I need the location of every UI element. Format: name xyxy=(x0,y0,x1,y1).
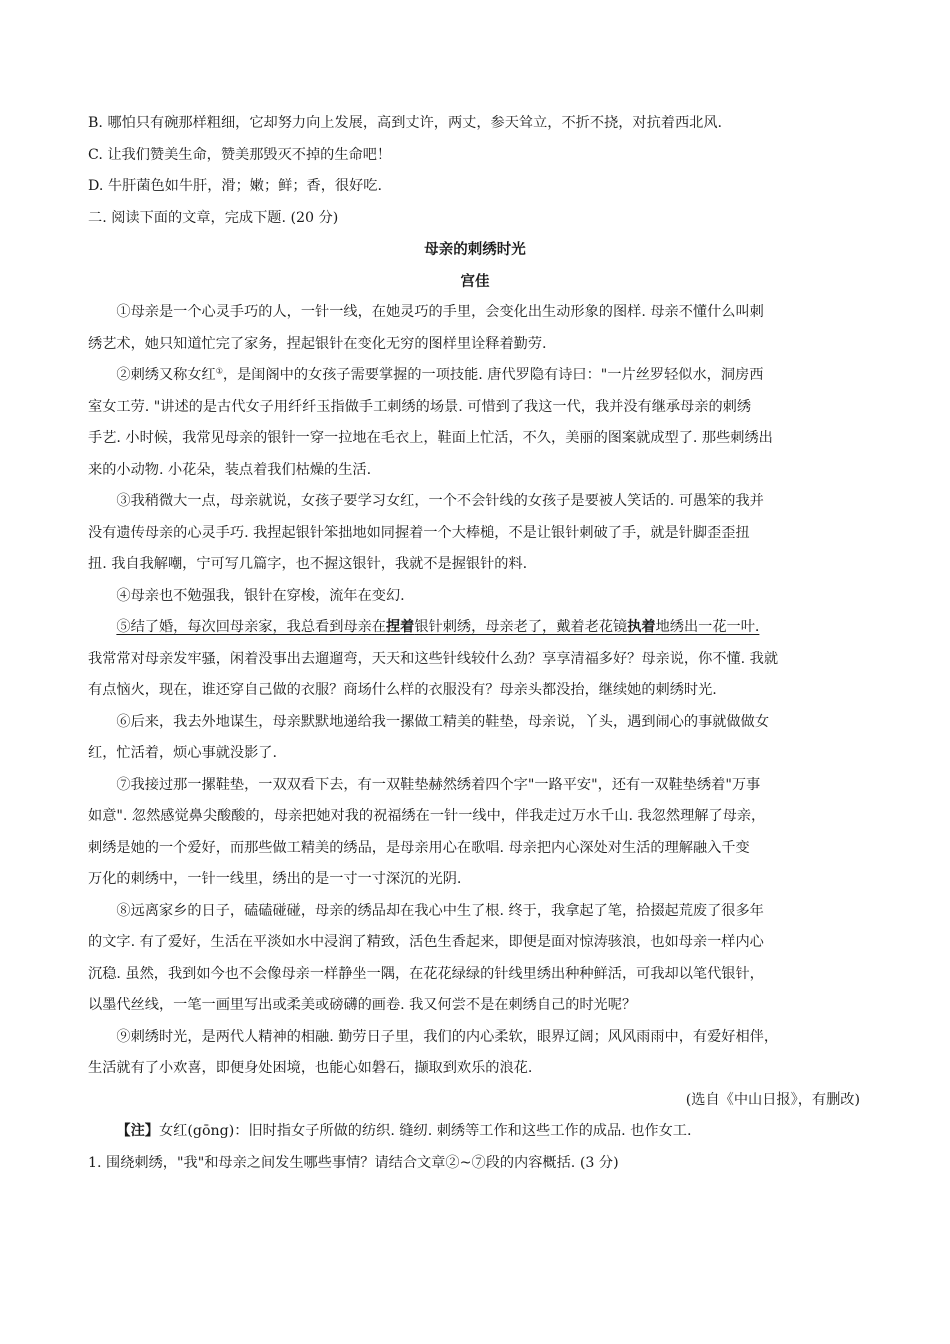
footnote: 【注】女红(gōng)：旧时指女子所做的纺织. 缝纫. 刺绣等工作和这些工作的成品. 也作女工. xyxy=(116,1123,692,1139)
option-b: B. 哪怕只有碗那样粗细，它却努力向上发展，高到丈许，两丈，参天耸立，不折不挠，对抗着西北风. xyxy=(88,115,723,131)
underlined-sentence: ⑤结了婚，每次回母亲家，我总看到母亲在捏着银针刺绣，母亲老了，戴着老花镜执着地绣出一花一叶. xyxy=(116,619,760,635)
paragraph-9: ⑨刺绣时光，是两代人精神的相融. 勤劳日子里，我们的内心柔软，眼界辽阔；风风雨雨中，有爱好相伴， 生活就有了小欢喜，即便身处困境，也能心如磐石，撷取到欢乐的浪花. xyxy=(88,1028,779,1076)
bold-word-nie-zhe: 捏着 xyxy=(385,619,415,635)
question-1: 1. 围绕刺绣，"我"和母亲之间发生哪些事情？请结合文章②~⑦段的内容概括. (3 分) xyxy=(88,1154,619,1171)
footnote-label: 【注】 xyxy=(116,1123,159,1139)
paragraph-2: ②刺绣又称女红①，是闺阁中的女孩子需要掌握的一项技能. 唐代罗隐有诗曰："一片丝罗轻似水，洞房西 室女工劳. "讲述的是古代女子用纤纤玉指做手工刺绣的场景. 可惜到了我这一代，我并没有继承母亲的刺绣 手艺. 小时候，我常见母亲的银针一穿一拉地在毛衣上，鞋面上忙活，不久，美丽的图案就成型了. 那些刺绣出 来的小动物. 小花朵，装点着我们枯燥的生活. xyxy=(88,366,773,478)
paragraph-5: ⑤结了婚，每次回母亲家，我总看到母亲在捏着银针刺绣，母亲老了，戴着老花镜执着地绣出一花一叶. 我常常对母亲发牢骚，闲着没事出去遛遛弯，天天和这些针线较什么劲？享享清福多好？母亲说，你不懂. 我就 有点恼火，现在，谁还穿自己做的衣服？商场什么样的衣服没有？母亲头都没抬，继续她的刺绣时光. xyxy=(88,612,862,707)
paragraph-8: ⑧远离家乡的日子，磕磕碰碰，母亲的绣品却在我心中生了根. 终于，我拿起了笔，拾掇起荒废了很多年 的文字. 有了爱好，生活在平淡如水中浸润了精致，活色生香起来，即便是面对惊涛骇浪，也如母亲一样内心 沉稳. 虽然，我到如今也不会像母亲一样静坐一隅，在花花绿绿的针线里绣出种种鲜活，可我却以笔代银针， 以墨代丝线，一笔一画里写出或柔美或磅礴的画卷. 我又何尝不是在刺绣自己的时光呢？ xyxy=(88,902,764,1013)
paragraph-3: ③我稍微大一点，母亲就说，女孩子要学习女红，一个不会针线的女孩子是要被人笑话的. 可愚笨的我并 没有遗传母亲的心灵手巧. 我捏起银针笨拙地如同握着一个大棒槌，不是让银针刺破了手，就是针脚歪歪扭 扭. 我自我解嘲，宁可写几篇字，也不握这银针，我就不是握银针的料. xyxy=(88,493,764,572)
paragraph-7: ⑦我接过那一摞鞋垫，一双双看下去，有一双鞋垫赫然绣着四个字"一路平安"，还有一双鞋垫绣着"万事 如意". 忽然感觉鼻尖酸酸的，母亲把她对我的祝福绣在一针一线中，伴我走过万水千山. 我忽然理解了母亲， 刺绣是她的一个爱好，而那些做工精美的绣品，是母亲用心在歌唱. 母亲把内心深处对生活的理解融入千变 万化的刺绣中，一针一线里，绣出的是一寸一寸深沉的光阴. xyxy=(88,776,766,887)
document-page xyxy=(88,108,862,1179)
footnote-marker: ① xyxy=(215,366,223,376)
paragraph-1: ①母亲是一个心灵手巧的人，一针一线，在她灵巧的手里，会变化出生动形象的图样. 母亲不懂什么叫刺 绣艺术，她只知道忙完了家务，捏起银针在变化无穷的图样里诠释着勤劳. xyxy=(88,304,764,352)
option-d: D. 牛肝菌色如牛肝，滑；嫩；鲜；香，很好吃. xyxy=(88,178,382,194)
paragraph-6: ⑥后来，我去外地谋生，母亲默默地递给我一摞做工精美的鞋垫，母亲说，丫头，遇到闹心的事就做做女 红，忙活着，烦心事就没影了. xyxy=(88,713,770,761)
bold-word-zhi-zhe: 执着 xyxy=(627,619,656,635)
paragraph-4: ④母亲也不勉强我，银针在穿梭，流年在变幻. xyxy=(116,587,405,604)
article-source: (选自《中山日报》，有删改) xyxy=(685,1091,860,1108)
option-c: C. 让我们赞美生命，赞美那毁灭不掉的生命吧！ xyxy=(88,146,392,163)
section-heading: 二. 阅读下面的文章，完成下题. (20 分) xyxy=(88,209,339,226)
article-title: 母亲的刺绣时光 xyxy=(424,241,526,258)
article-author: 宫佳 xyxy=(460,272,490,290)
